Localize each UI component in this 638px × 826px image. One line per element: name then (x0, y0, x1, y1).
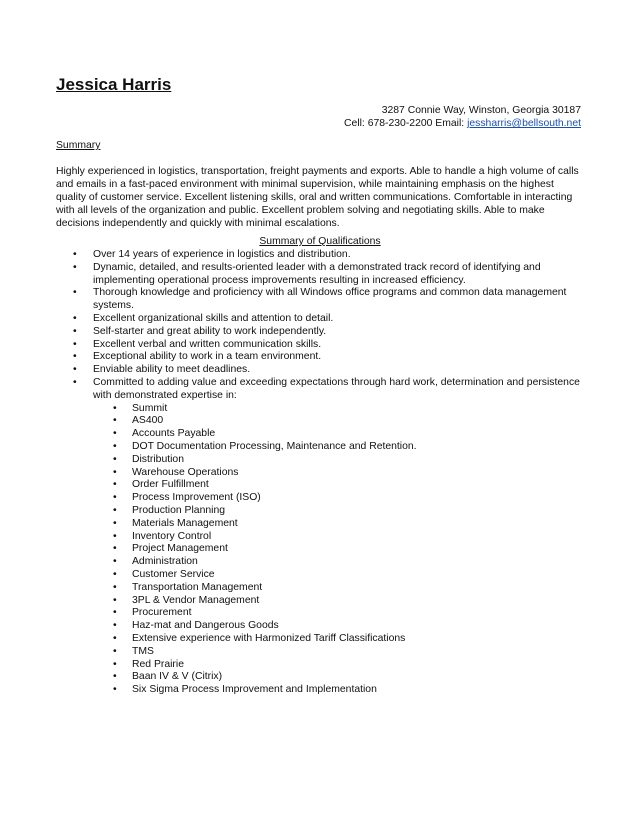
expertise-item: • TMS (93, 646, 584, 659)
qualification-item-expertise (56, 377, 584, 697)
expertise-item: • Six Sigma Process Improvement and Implementation (93, 684, 584, 697)
qualification-item: • Excellent verbal and written communication skills. (56, 339, 584, 352)
email-link[interactable]: jessharris@bellsouth.net (467, 118, 581, 129)
expertise-item: • AS400 (93, 415, 584, 428)
qualification-item: • Dynamic, detailed, and results-oriented leader with a demonstrated track record of identifying and implementing operational process improvements resulting in increased efficiency. (56, 262, 584, 288)
expertise-item: • Project Management (93, 543, 584, 556)
expertise-item: • Materials Management (93, 518, 584, 531)
cell-email-line (344, 117, 581, 130)
expertise-item: • Red Prairie (93, 659, 584, 672)
expertise-item: • Procurement (93, 607, 584, 620)
expertise-item: • Distribution (93, 454, 584, 467)
qualification-item-text: Committed to adding value and exceeding expectations through hard work, determination and persistence with demonstrated expertise in: (93, 376, 580, 401)
expertise-list (93, 403, 584, 697)
qualification-item: • Thorough knowledge and proficiency with all Windows office programs and common data management systems. (56, 287, 584, 313)
candidate-name: Jessica Harris (56, 75, 172, 94)
expertise-item: • Administration (93, 556, 584, 569)
expertise-item: • Order Fulfillment (93, 479, 584, 492)
qualification-item: • Self-starter and great ability to work independently. (56, 326, 584, 339)
qualification-item: • Over 14 years of experience in logistics and distribution. (56, 249, 584, 262)
qualifications-heading: Summary of Qualifications (259, 236, 381, 247)
expertise-item: • 3PL & Vendor Management (93, 595, 584, 608)
summary-paragraph: Highly experienced in logistics, transportation, freight payments and exports. Able to handle a high volume of calls and emails in a fast-paced environment with minimal supervision, while maintaining emphasis on the highest quality of customer service. Excellent listening skills, oral and written communications. Comfortable in interacting with all levels of the organization and public. Excellent problem solving and negotiating skills. Able to make decisions independently and quickly with minimal escalations. (56, 166, 579, 229)
expertise-item: • Summit (93, 403, 584, 416)
expertise-item: • Accounts Payable (93, 428, 584, 441)
expertise-item: • Warehouse Operations (93, 467, 584, 480)
expertise-item: • Extensive experience with Harmonized Tariff Classifications (93, 633, 584, 646)
qualifications-list (56, 249, 584, 697)
qualification-item: • Excellent organizational skills and attention to detail. (56, 313, 584, 326)
expertise-item: • Baan IV & V (Citrix) (93, 671, 584, 684)
expertise-item: • DOT Documentation Processing, Maintenance and Retention. (93, 441, 584, 454)
contact-block (344, 104, 581, 130)
expertise-item: • Production Planning (93, 505, 584, 518)
expertise-item: • Customer Service (93, 569, 584, 582)
qualification-item: • Exceptional ability to work in a team environment. (56, 351, 584, 364)
expertise-item: • Haz-mat and Dangerous Goods (93, 620, 584, 633)
cell-label: Cell: 678-230-2200 Email: (344, 118, 468, 129)
expertise-item: • Inventory Control (93, 531, 584, 544)
expertise-item: • Transportation Management (93, 582, 584, 595)
qualification-item: • Enviable ability to meet deadlines. (56, 364, 584, 377)
summary-heading: Summary (56, 140, 101, 151)
expertise-item: • Process Improvement (ISO) (93, 492, 584, 505)
address-line: 3287 Connie Way, Winston, Georgia 30187 (381, 105, 581, 116)
